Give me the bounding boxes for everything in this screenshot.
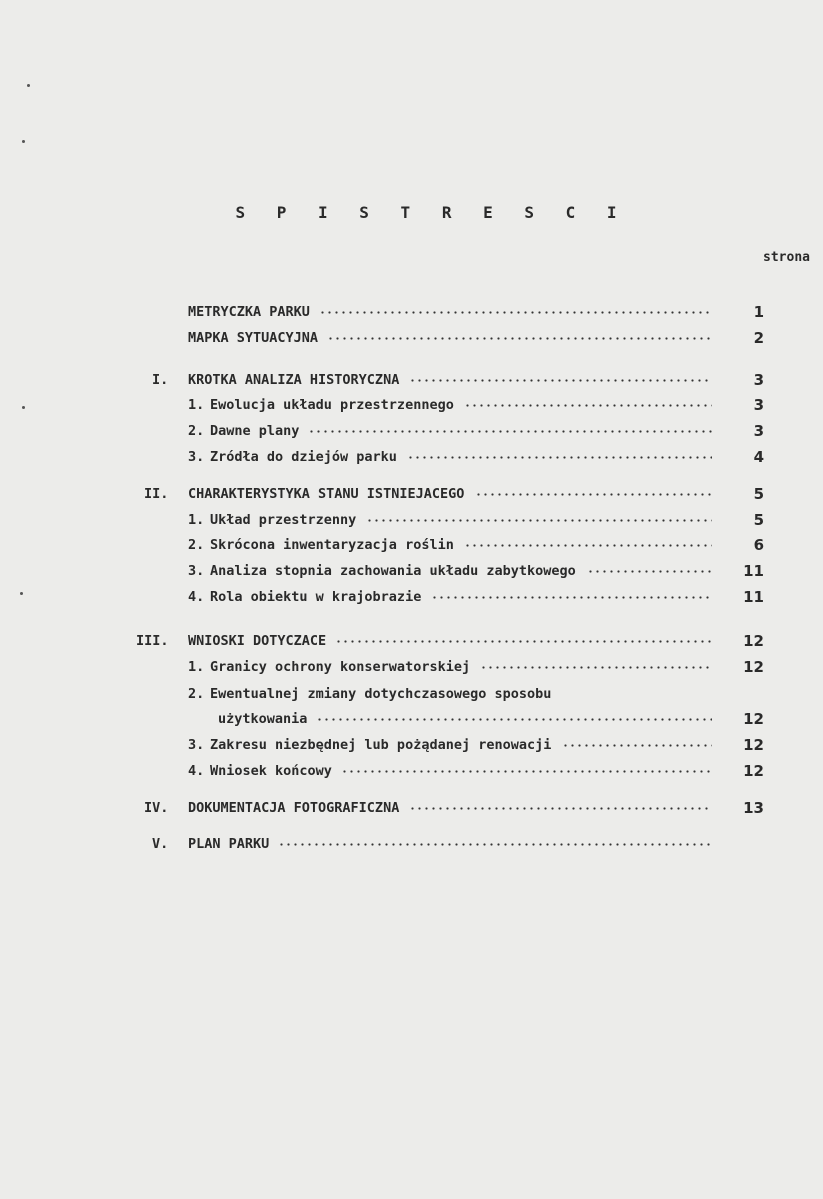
toc-page-number: 5 (753, 511, 764, 529)
toc-entry (0, 761, 823, 781)
toc-entry-label: WNIOSKI DOTYCZACE (188, 633, 327, 649)
toc-leader-dots (409, 807, 712, 810)
toc-page-number: 3 (753, 371, 764, 389)
toc-entry-number: 3. (188, 449, 205, 465)
toc-entry-number: 3. (188, 737, 205, 753)
toc-page-number: 11 (743, 588, 764, 606)
toc-page-number: 4 (753, 448, 764, 466)
toc-page-number: 11 (743, 562, 764, 580)
toc-leader-dots (366, 519, 712, 522)
toc-page-number: 12 (743, 710, 764, 728)
toc-page-number: 12 (743, 762, 764, 780)
toc-entry-label: Zródła do dziejów parku (210, 449, 397, 465)
toc-entry-number: 1. (188, 512, 205, 528)
toc-entry-label: Dawne plany (210, 423, 300, 439)
toc-entry-label: Zakresu niezbędnej lub pożądanej renowacji (210, 737, 552, 753)
toc-page-number: 12 (743, 736, 764, 754)
toc-leader-dots (308, 430, 712, 433)
toc-entry-number: 1. (188, 659, 205, 675)
toc-leader-dots (409, 379, 712, 382)
toc-entry (0, 709, 823, 729)
toc-entry-number: 2. (188, 537, 205, 553)
toc-entry (0, 535, 823, 555)
toc-entry-number: II. (144, 486, 169, 502)
toc-entry (0, 798, 823, 818)
toc-leader-dots (341, 770, 712, 773)
toc-entry (0, 834, 823, 854)
toc-leader-dots (464, 404, 712, 407)
toc-entry-label: Rola obiektu w krajobrazie (210, 589, 422, 605)
toc-page-number: 3 (753, 422, 764, 440)
toc-entry-number: 2. (188, 686, 205, 702)
toc-entry (0, 657, 823, 677)
toc-leader-dots (316, 718, 712, 721)
page-column-header: strona (763, 250, 810, 265)
toc-leader-dots (587, 570, 712, 573)
toc-page-number: 3 (753, 396, 764, 414)
toc-leader-dots (562, 744, 712, 747)
toc-page-number: 2 (753, 329, 764, 347)
toc-entry-number: I. (152, 372, 169, 388)
toc-entry (0, 587, 823, 607)
toc-entry-label: Układ przestrzenny (210, 512, 357, 528)
toc-page-number: 12 (743, 632, 764, 650)
toc-entry (0, 735, 823, 755)
toc-entry-label: Analiza stopnia zachowania układu zabytkowego (210, 563, 576, 579)
toc-entry (0, 561, 823, 581)
toc-entry (0, 395, 823, 415)
toc-leader-dots (407, 456, 712, 459)
toc-entry-number: 3. (188, 563, 205, 579)
toc-leader-dots (335, 640, 712, 643)
toc-entry-number: 1. (188, 397, 205, 413)
toc-page-number: 13 (743, 799, 764, 817)
toc-entry-label: Skrócona inwentaryzacja roślin (210, 537, 454, 553)
toc-entry-number: 2. (188, 423, 205, 439)
toc-entry (0, 631, 823, 651)
toc-page-number: 5 (753, 485, 764, 503)
toc-entry-number: V. (152, 836, 169, 852)
toc-leader-dots (327, 337, 712, 340)
toc-page-number: 12 (743, 658, 764, 676)
toc-leader-dots (464, 544, 712, 547)
toc-entry (0, 370, 823, 390)
toc-entry (0, 684, 823, 704)
toc-leader-dots (475, 493, 712, 496)
toc-leader-dots (431, 596, 712, 599)
toc-entry (0, 328, 823, 348)
toc-leader-dots (278, 843, 712, 846)
toc-entry (0, 447, 823, 467)
toc-entry-label: KROTKA ANALIZA HISTORYCZNA (188, 372, 400, 388)
toc-entry-label: METRYCZKA PARKU (188, 304, 310, 320)
toc-entry-number: 4. (188, 763, 205, 779)
toc-entry-label: DOKUMENTACJA FOTOGRAFICZNA (188, 800, 400, 816)
toc-page-number: 6 (753, 536, 764, 554)
toc-entry (0, 421, 823, 441)
toc-entry-label: Ewentualnej zmiany dotychczasowego sposobu (210, 686, 552, 702)
document-title: S P I S T R E S C I (235, 203, 628, 222)
toc-entry-number: 4. (188, 589, 205, 605)
toc-entry-label: CHARAKTERYSTYKA STANU ISTNIEJACEGO (188, 486, 465, 502)
toc-entry (0, 484, 823, 504)
toc-entry-number: IV. (144, 800, 169, 816)
toc-entry-label: Ewolucja układu przestrzennego (210, 397, 454, 413)
toc-entry-label: użytkowania (218, 711, 308, 727)
toc-leader-dots (480, 666, 712, 669)
toc-entry-label: MAPKA SYTUACYJNA (188, 330, 319, 346)
toc-entry-label: Granicy ochrony konserwatorskiej (210, 659, 471, 675)
toc-entry (0, 302, 823, 322)
toc-entry-label: PLAN PARKU (188, 836, 270, 852)
toc-entry-label: Wniosek końcowy (210, 763, 332, 779)
toc-entry-number: III. (136, 633, 169, 649)
toc-entry (0, 510, 823, 530)
toc-page-number: 1 (753, 303, 764, 321)
toc-leader-dots (319, 311, 712, 314)
